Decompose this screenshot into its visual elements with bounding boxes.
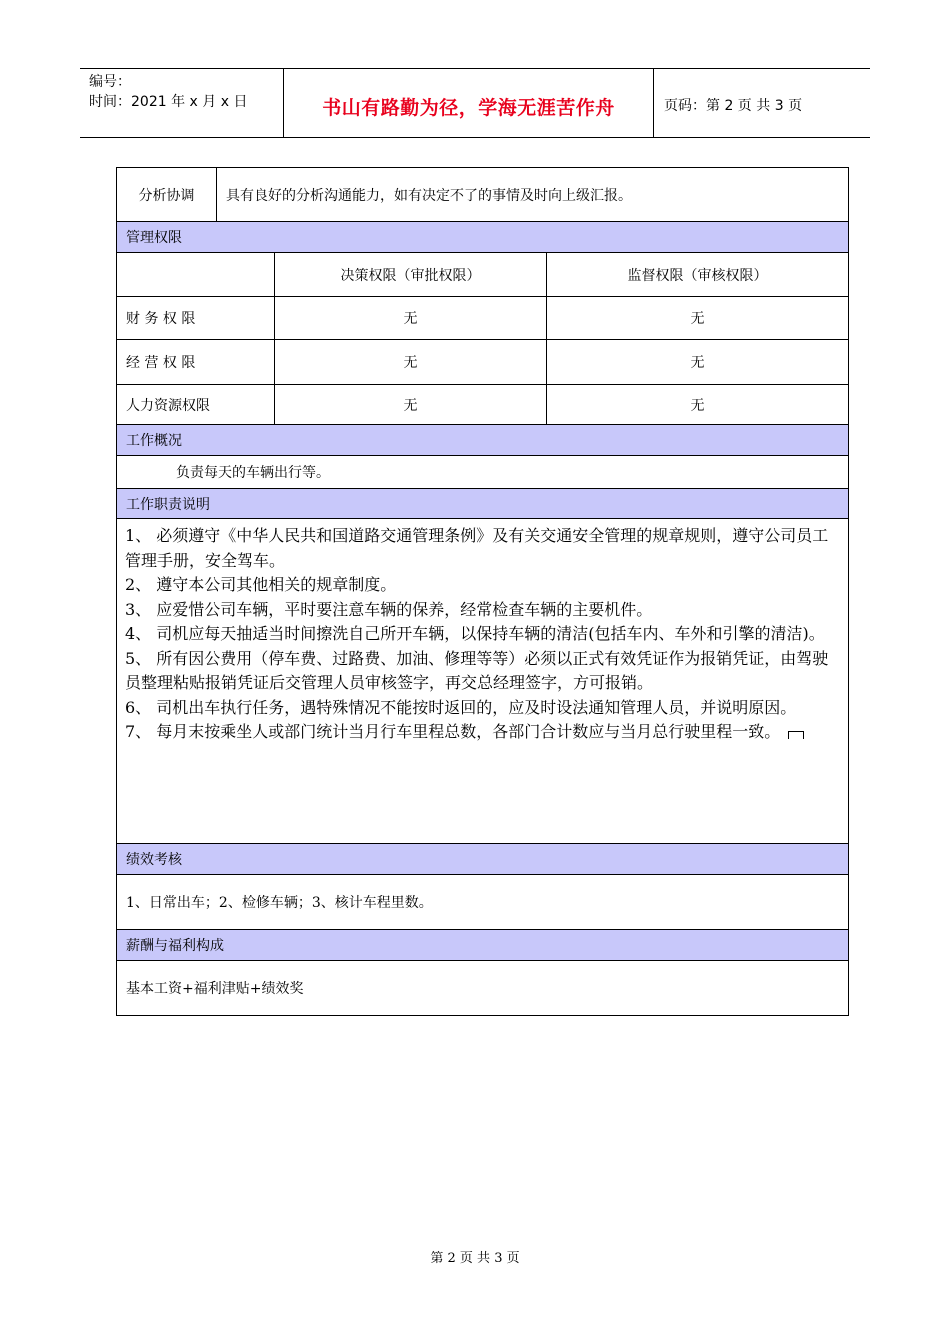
table-row <box>117 340 849 385</box>
duties-list <box>117 519 849 844</box>
overview-row <box>117 456 849 489</box>
salary-row <box>117 961 849 1016</box>
duty-item: 4、 司机应每天抽适当时间擦洗自己所开车辆，以保持车辆的清洁(包括车内、车外和引擎的清洁)。 <box>125 624 825 643</box>
duty-item: 2、 遵守本公司其他相关的规章制度。 <box>125 575 397 594</box>
authority-header-row <box>117 253 849 297</box>
duty-item: 7、 每月末按乘坐人或部门统计当月行车里程总数，各部门合计数应与当月总行驶里程一致。 <box>125 722 781 741</box>
header-motto-cell <box>284 69 654 137</box>
section-performance <box>117 844 849 875</box>
table-row <box>117 297 849 340</box>
empty-cell <box>117 253 275 297</box>
section-title: 管理权限 <box>117 222 849 253</box>
section-title: 工作概况 <box>117 425 849 456</box>
analysis-row <box>117 168 849 222</box>
duties-row <box>117 519 849 844</box>
duty-item: 5、 所有因公费用（停车费、过路费、加油、修理等等）必须以正式有效凭证作为报销凭证，由驾驶员整理粘贴报销凭证后交管理人员审核签字，再交总经理签字，方可报销。 <box>125 648 829 692</box>
header-meta <box>80 69 284 137</box>
analysis-label: 分析协调 <box>117 168 217 222</box>
time-label: 时间：2021 年 x 月 x 日 <box>89 94 248 110</box>
section-salary <box>117 930 849 961</box>
section-authority <box>117 222 849 253</box>
section-title: 薪酬与福利构成 <box>117 930 849 961</box>
header-page-cell <box>654 69 870 137</box>
duty-item: 3、 应爱惜公司车辆，平时要注意车辆的保养，经常检查车辆的主要机件。 <box>125 599 653 619</box>
supervision-value: 无 <box>547 385 849 425</box>
page-header <box>80 68 870 138</box>
row-label: 财 务 权 限 <box>117 297 275 340</box>
salary-text: 基本工资+福利津贴+绩效奖 <box>117 961 849 1016</box>
motto: 书山有路勤为径，学海无涯苦作舟 <box>322 97 615 119</box>
decision-value: 无 <box>275 385 547 425</box>
duty-item-last <box>125 720 840 745</box>
performance-row <box>117 875 849 930</box>
section-duties <box>117 489 849 519</box>
decision-value: 无 <box>275 340 547 385</box>
job-description-table <box>116 167 849 1016</box>
decision-value: 无 <box>275 297 547 340</box>
col-decision: 决策权限（审批权限） <box>275 253 547 297</box>
row-label: 经 营 权 限 <box>117 340 275 385</box>
col-supervision: 监督权限（审核权限） <box>547 253 849 297</box>
performance-text: 1、日常出车；2、检修车辆；3、核计车程里数。 <box>117 875 849 930</box>
duty-item: 6、 司机出车执行任务，遇特殊情况不能按时返回的，应及时设法通知管理人员，并说明原因。 <box>125 697 797 717</box>
page-footer: 第 2 页 共 3 页 <box>430 1251 520 1266</box>
section-title: 工作职责说明 <box>117 489 849 519</box>
analysis-text: 具有良好的分析沟通能力，如有决定不了的事情及时向上级汇报。 <box>217 168 849 222</box>
overview-text: 负责每天的车辆出行等。 <box>117 456 849 489</box>
supervision-value: 无 <box>547 340 849 385</box>
table-row <box>117 385 849 425</box>
paragraph-mark-icon <box>788 731 804 739</box>
supervision-value: 无 <box>547 297 849 340</box>
page-code: 页码：第 2 页 共 3 页 <box>664 98 803 114</box>
row-label: 人力资源权限 <box>117 385 275 425</box>
duty-item: 1、 必须遵守《中华人民共和国道路交通管理条例》及有关交通安全管理的规章规则，遵守公司员工管理手册，安全驾车。 <box>125 526 829 570</box>
section-overview <box>117 425 849 456</box>
section-title: 绩效考核 <box>117 844 849 875</box>
number-label: 编号： <box>89 74 131 90</box>
